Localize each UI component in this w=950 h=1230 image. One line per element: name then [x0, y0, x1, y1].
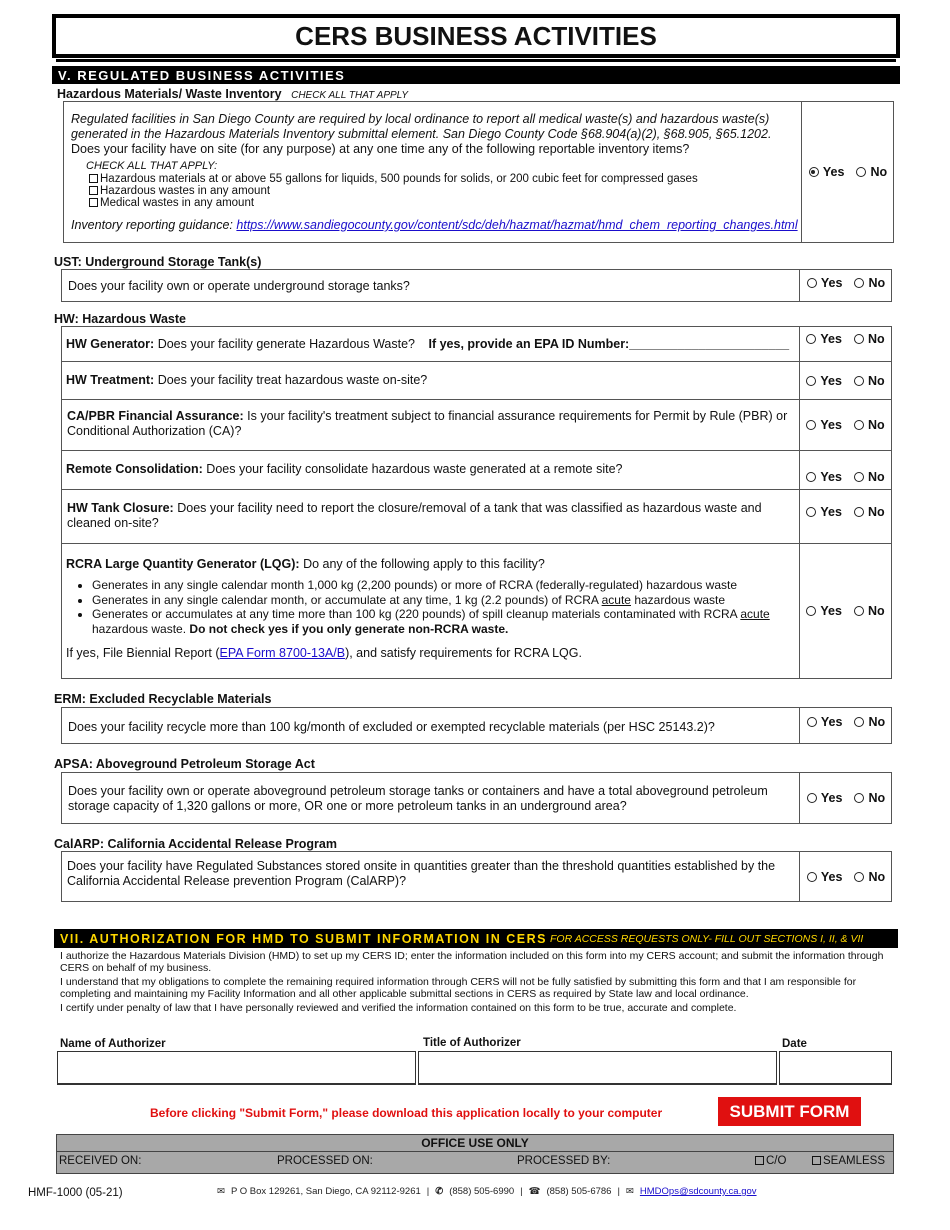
processed-by-label: PROCESSED BY:: [517, 1155, 611, 1167]
calarp-yes-radio[interactable]: Yes: [807, 870, 843, 884]
rcra-bullet: • Generates in any single calendar month, or accumulate at any time, 1 kg (2.2 pounds) of RCRA acute hazardous waste: [92, 593, 791, 608]
apsa-yes-radio[interactable]: Yes: [807, 791, 843, 805]
guidance-link[interactable]: https://www.sandiegocounty.gov/content/sdc/deh/hazmat/hazmat/hmd_chem_reporting_changes.html: [236, 218, 798, 232]
erm-yes-no: [799, 708, 892, 743]
hw-tank-yes-radio[interactable]: Yes: [806, 505, 842, 519]
radio-icon[interactable]: [806, 606, 816, 616]
page-title: CERS BUSINESS ACTIVITIES: [52, 14, 900, 58]
calarp-title: CalARP: California Accidental Release Program: [54, 837, 337, 851]
authorizer-name-input[interactable]: [57, 1051, 416, 1085]
radio-icon[interactable]: [854, 420, 864, 430]
checkbox-icon[interactable]: [755, 1156, 764, 1165]
footer-phone: (858) 505-6990: [449, 1186, 515, 1197]
hw-rcra-yes-radio[interactable]: Yes: [806, 604, 842, 618]
hw-treatment-row: HW Treatment: Does your facility treat hazardous waste on-site?: [66, 373, 428, 387]
auth-paragraph-3: I certify under penalty of law that I have personally reviewed and verified the information contained on this form to be true, accurate and complete.: [60, 1002, 737, 1014]
hmi-yes-radio[interactable]: Yes: [809, 165, 845, 179]
authorizer-title-input[interactable]: [418, 1051, 777, 1085]
date-label: Date: [782, 1038, 807, 1050]
erm-yes-radio[interactable]: Yes: [807, 715, 843, 729]
hw-tank-row: HW Tank Closure: Does your facility need to report the closure/removal of a tank that was classified as hazardous waste and cleaned on-site?: [67, 501, 762, 530]
seamless-option[interactable]: SEAMLESS: [812, 1155, 885, 1167]
ust-yes-no: [799, 270, 892, 301]
fax-icon: ☎: [528, 1186, 541, 1197]
checkbox-icon[interactable]: [89, 174, 98, 183]
office-use-header: OFFICE USE ONLY: [57, 1135, 893, 1152]
hw-rcra-row: RCRA Large Quantity Generator (LQG): Do any of the following apply to this facility? • Generates in any single calendar month 1,000 kg (2,200 pounds) or more of RCRA (federally-regulated) hazardous waste • Generates in any single calendar month, or accumulate at any time, 1 kg (2.2 pounds) of RCRA acute hazardous waste • Generates or accumulates at any time more than 100 kg (220 pounds) of spill cleanup materials contaminated with RCRA acute hazardous waste. Do not check yes if you only generate non-RCRA waste. If yes, File Biennial Report (EPA Form 8700-13A/B), and satisfy requirements for RCRA LQG.: [66, 557, 791, 661]
radio-icon[interactable]: [854, 872, 864, 882]
radio-icon[interactable]: [854, 606, 864, 616]
processed-on-label: PROCESSED ON:: [277, 1155, 373, 1167]
auth-paragraph-2: I understand that my obligations to complete the remaining required information through CERS will not be fully satisfied by submitting this form and that I am responsible for completing and maintaining my Facility Information and all other applicable submittal sections in CERS as required by State law and local ordinance.: [60, 976, 857, 1000]
epa-form-link[interactable]: EPA Form 8700-13A/B: [219, 646, 346, 660]
hw-capbr-yes-radio[interactable]: Yes: [806, 418, 842, 432]
hw-rcra-yes-no: [799, 544, 892, 678]
checkbox-icon[interactable]: [89, 186, 98, 195]
hmi-intro: Regulated facilities in San Diego County are required by local ordinance to report all medical waste(s) and hazardous waste(s) generated in the Hazardous Materials Inventory submittal element. San Diego County Code §68.904(a)(2), §68.905, §65.1202.: [71, 112, 772, 141]
calarp-question: Does your facility have Regulated Substances stored onsite in quantities greater than the threshold quantities established by the California Accidental Release prevention Program (CalARP)?: [67, 859, 776, 888]
apsa-question: Does your facility own or operate aboveground petroleum storage tanks or containers and have a total aboveground petroleum storage capacity of 1,320 gallons or more, OR one or more petroleum tanks in an underground area?: [68, 784, 768, 813]
radio-icon[interactable]: [806, 507, 816, 517]
hmi-item-hazwaste[interactable]: Hazardous wastes in any amount: [89, 185, 698, 197]
calarp-box: [61, 851, 892, 902]
radio-icon[interactable]: [856, 167, 866, 177]
hw-remote-row: Remote Consolidation: Does your facility consolidate hazardous waste generated at a remote site?: [66, 462, 623, 476]
hw-tank-no-radio[interactable]: No: [854, 505, 885, 519]
radio-icon[interactable]: [854, 334, 864, 344]
radio-icon[interactable]: [807, 717, 817, 727]
hw-remote-yes-radio[interactable]: Yes: [806, 470, 842, 484]
epa-id-field[interactable]: If yes, provide an EPA ID Number:_______________________: [428, 337, 790, 351]
ust-yes-radio[interactable]: Yes: [807, 276, 843, 290]
hw-capbr-row: CA/PBR Financial Assurance: Is your facility's treatment subject to financial assurance requirements for Permit by Rule (PBR) or Conditional Authorization (CA)?: [67, 409, 788, 438]
radio-checked-icon[interactable]: [809, 167, 819, 177]
hmi-question: Does your facility have on site (for any purpose) at any one time any of the following reportable inventory items?: [71, 142, 690, 156]
radio-icon[interactable]: [806, 472, 816, 482]
ust-title: UST: Underground Storage Tank(s): [54, 255, 262, 269]
hw-generator-no-radio[interactable]: No: [854, 332, 885, 346]
apsa-box: [61, 772, 892, 824]
email-icon: ✉: [625, 1186, 634, 1197]
hw-treatment-yes-no: [799, 362, 892, 399]
hmi-no-radio[interactable]: No: [856, 165, 887, 179]
apsa-yes-no: [799, 773, 892, 823]
hmi-yes-no: [801, 102, 894, 242]
phone-icon: ✆: [435, 1186, 444, 1197]
hmi-title: Hazardous Materials/ Waste Inventory CHECK ALL THAT APPLY: [57, 87, 408, 101]
hw-treatment-no-radio[interactable]: No: [854, 374, 885, 388]
erm-no-radio[interactable]: No: [854, 715, 885, 729]
hw-treatment-yes-radio[interactable]: Yes: [806, 374, 842, 388]
radio-icon[interactable]: [807, 793, 817, 803]
hw-capbr-no-radio[interactable]: No: [854, 418, 885, 432]
radio-icon[interactable]: [854, 278, 864, 288]
calarp-yes-no: [799, 852, 892, 901]
hmi-check-label: CHECK ALL THAT APPLY:: [86, 160, 218, 172]
erm-title: ERM: Excluded Recyclable Materials: [54, 692, 272, 706]
footer-email-link[interactable]: HMDOps@sdcounty.ca.gov: [639, 1186, 757, 1197]
apsa-title: APSA: Aboveground Petroleum Storage Act: [54, 757, 315, 771]
hw-generator-yes-radio[interactable]: Yes: [806, 332, 842, 346]
radio-icon[interactable]: [854, 717, 864, 727]
radio-icon[interactable]: [854, 472, 864, 482]
hw-remote-yes-no: [799, 451, 892, 489]
form-id: HMF-1000 (05-21): [28, 1187, 123, 1199]
footer-fax: (858) 505-6786: [546, 1186, 612, 1197]
hw-generator-yes-no: [799, 327, 892, 361]
rcra-bullet: • Generates or accumulates at any time more than 100 kg (220 pounds) of spill cleanup materials contaminated with RCRA acute hazardous waste. Do not check yes if you only generate non-RCRA waste.: [92, 607, 791, 636]
mail-icon: ✉: [217, 1186, 225, 1197]
rcra-bullet: • Generates in any single calendar month 1,000 kg (2,200 pounds) or more of RCRA (federally-regulated) hazardous waste: [92, 578, 791, 593]
erm-question: Does your facility recycle more than 100 kg/month of excluded or exempted recyclable materials (per HSC 25143.2)?: [68, 720, 715, 734]
office-use-box: [56, 1134, 894, 1174]
erm-box: [61, 707, 892, 744]
submit-form-button[interactable]: SUBMIT FORM: [718, 1097, 861, 1126]
apsa-no-radio[interactable]: No: [854, 791, 885, 805]
hw-box: [61, 326, 892, 679]
footer-address: P O Box 129261, San Diego, CA 92112-9261: [230, 1186, 421, 1197]
hmi-item-medwaste[interactable]: Medical wastes in any amount: [89, 197, 698, 209]
hmi-checklist: [89, 173, 698, 209]
co-option[interactable]: C/O: [755, 1155, 786, 1167]
section-5-header: V. REGULATED BUSINESS ACTIVITIES: [52, 66, 900, 84]
hw-generator-row: HW Generator: Does your facility generate Hazardous Waste? If yes, provide an EPA ID Number:_______________________: [66, 337, 790, 351]
ust-box: [61, 269, 892, 302]
footer-contact: ✉ P O Box 129261, San Diego, CA 92112-9261 | ✆ (858) 505-6990 | ☎ (858) 505-6786 | ✉ HMDOps@sdcounty.ca.gov: [217, 1186, 757, 1197]
checkbox-icon[interactable]: [89, 198, 98, 207]
hmi-box: [63, 101, 894, 243]
radio-icon[interactable]: [854, 376, 864, 386]
ust-question: Does your facility own or operate underground storage tanks?: [68, 279, 410, 293]
hw-title: HW: Hazardous Waste: [54, 312, 186, 326]
radio-icon[interactable]: [807, 872, 817, 882]
radio-icon[interactable]: [806, 420, 816, 430]
submit-warning: Before clicking "Submit Form," please download this application locally to your computer: [150, 1106, 663, 1120]
date-input[interactable]: [779, 1051, 892, 1085]
section-7-text: [60, 951, 890, 1015]
hw-rcra-no-radio[interactable]: No: [854, 604, 885, 618]
hw-remote-no-radio[interactable]: No: [854, 470, 885, 484]
hw-capbr-yes-no: [799, 400, 892, 450]
hw-tank-yes-no: [799, 490, 892, 527]
auth-paragraph-1: I authorize the Hazardous Materials Division (HMD) to set up my CERS ID; enter the information included on this form into my CERS account; and submit the information through CERS on behalf of my business.: [60, 950, 884, 974]
name-label: Name of Authorizer: [60, 1038, 166, 1050]
received-on-label: RECEIVED ON:: [59, 1155, 142, 1167]
radio-icon[interactable]: [806, 376, 816, 386]
ust-no-radio[interactable]: No: [854, 276, 885, 290]
section-7-header: VII. AUTHORIZATION FOR HMD TO SUBMIT INFORMATION IN CERS FOR ACCESS REQUESTS ONLY- FILL OUT SECTIONS I, II, & VII: [54, 929, 898, 948]
radio-icon[interactable]: [807, 278, 817, 288]
calarp-no-radio[interactable]: No: [854, 870, 885, 884]
radio-icon[interactable]: [806, 334, 816, 344]
radio-icon[interactable]: [854, 793, 864, 803]
checkbox-icon[interactable]: [812, 1156, 821, 1165]
title-label: Title of Authorizer: [423, 1037, 521, 1049]
radio-icon[interactable]: [854, 507, 864, 517]
hmi-item-hazmat[interactable]: Hazardous materials at or above 55 gallons for liquids, 500 pounds for solids, or 200 cubic feet for compressed gases: [89, 173, 698, 185]
hmi-guidance: Inventory reporting guidance: https://www.sandiegocounty.gov/content/sdc/deh/hazmat/hazmat/hmd_chem_reporting_changes.html: [71, 218, 798, 232]
